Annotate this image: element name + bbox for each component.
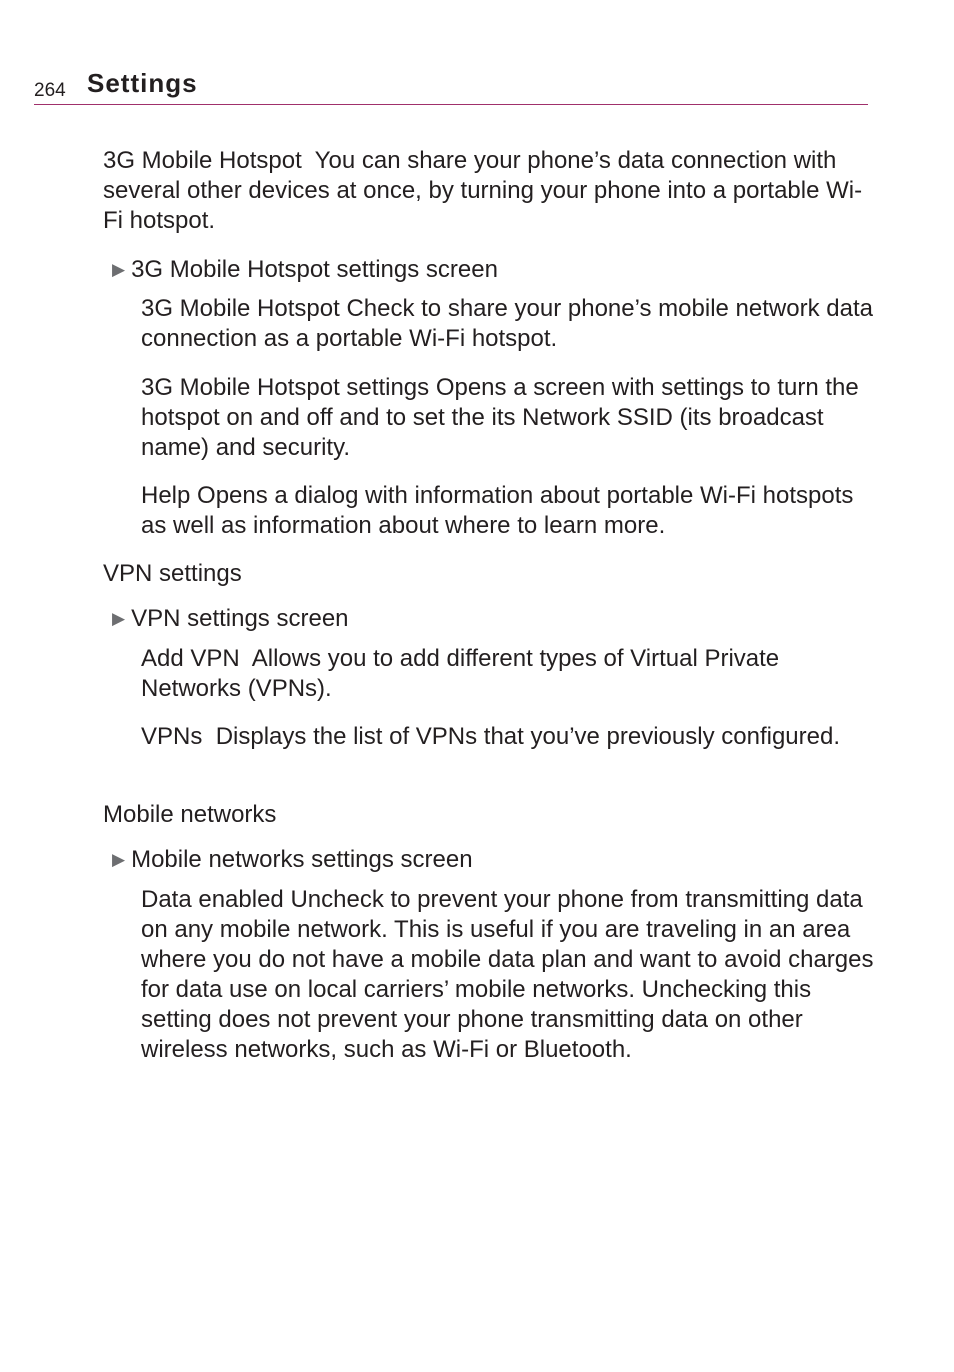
hotspot-item-3-term: Help <box>141 482 191 509</box>
hotspot-item-1 <box>141 294 881 354</box>
hotspot-item-3-desc: Opens a dialog with information about portable Wi-Fi hotspots as well as information about where to learn more. <box>141 482 854 539</box>
vpn-item-2-desc: Displays the list of VPNs that you’ve previously configured. <box>215 723 840 750</box>
mobile-screen-label: Mobile networks settings screen <box>131 846 473 873</box>
hotspot-item-2-term: 3G Mobile Hotspot settings <box>141 374 430 401</box>
vpn-item-1-desc: Allows you to add different types of Virtual Private Networks (VPNs). <box>141 645 780 702</box>
hotspot-item-2 <box>141 373 881 463</box>
mobile-heading: Mobile networks <box>103 801 277 828</box>
page-header <box>34 66 868 105</box>
vpn-item-1 <box>141 644 881 704</box>
hotspot-screen-bullet <box>112 255 498 285</box>
vpn-screen-bullet <box>112 604 349 634</box>
vpn-item-1-term: Add VPN <box>141 645 240 672</box>
hotspot-desc: You can share your phone’s data connection with several other devices at once, by turning your phone into a portable Wi-Fi hotspot. <box>103 147 863 234</box>
hotspot-item-1-term: 3G Mobile Hotspot <box>141 295 340 322</box>
vpn-heading: VPN settings <box>103 560 242 587</box>
vpn-screen-label: VPN settings screen <box>131 605 349 632</box>
hotspot-item-1-desc: Check to share your phone’s mobile network data connection as a portable Wi-Fi hotspot. <box>141 295 873 352</box>
hotspot-item-3 <box>141 481 881 541</box>
vpn-item-2 <box>141 722 881 752</box>
hotspot-item-2-desc: Opens a screen with settings to turn the hotspot on and off and to set the its Network SSID (its broadcast name) and security. <box>141 374 859 461</box>
mobile-item-1-desc: Uncheck to prevent your phone from transmitting data on any mobile network. This is useful if you are traveling in an area where you do not have a mobile data plan and want to avoid charges for data use on local carriers’ mobile networks. Unchecking this setting does not prevent your phone transmitting data on other wireless networks, such as Wi-Fi or Bluetooth. <box>141 886 874 1063</box>
vpn-item-2-term: VPNs <box>141 723 203 750</box>
hotspot-term: 3G Mobile Hotspot <box>103 147 302 174</box>
mobile-screen-bullet <box>112 845 473 875</box>
hotspot-screen-label: 3G Mobile Hotspot settings screen <box>131 256 498 283</box>
triangle-right-icon: ▶ <box>112 850 126 869</box>
page-number: 264 <box>34 80 66 101</box>
hotspot-intro <box>103 146 863 236</box>
triangle-right-icon: ▶ <box>112 260 126 279</box>
mobile-item-1 <box>141 885 881 1065</box>
mobile-item-1-term: Data enabled <box>141 886 284 913</box>
triangle-right-icon: ▶ <box>112 609 126 628</box>
section-title: Settings <box>87 68 198 98</box>
